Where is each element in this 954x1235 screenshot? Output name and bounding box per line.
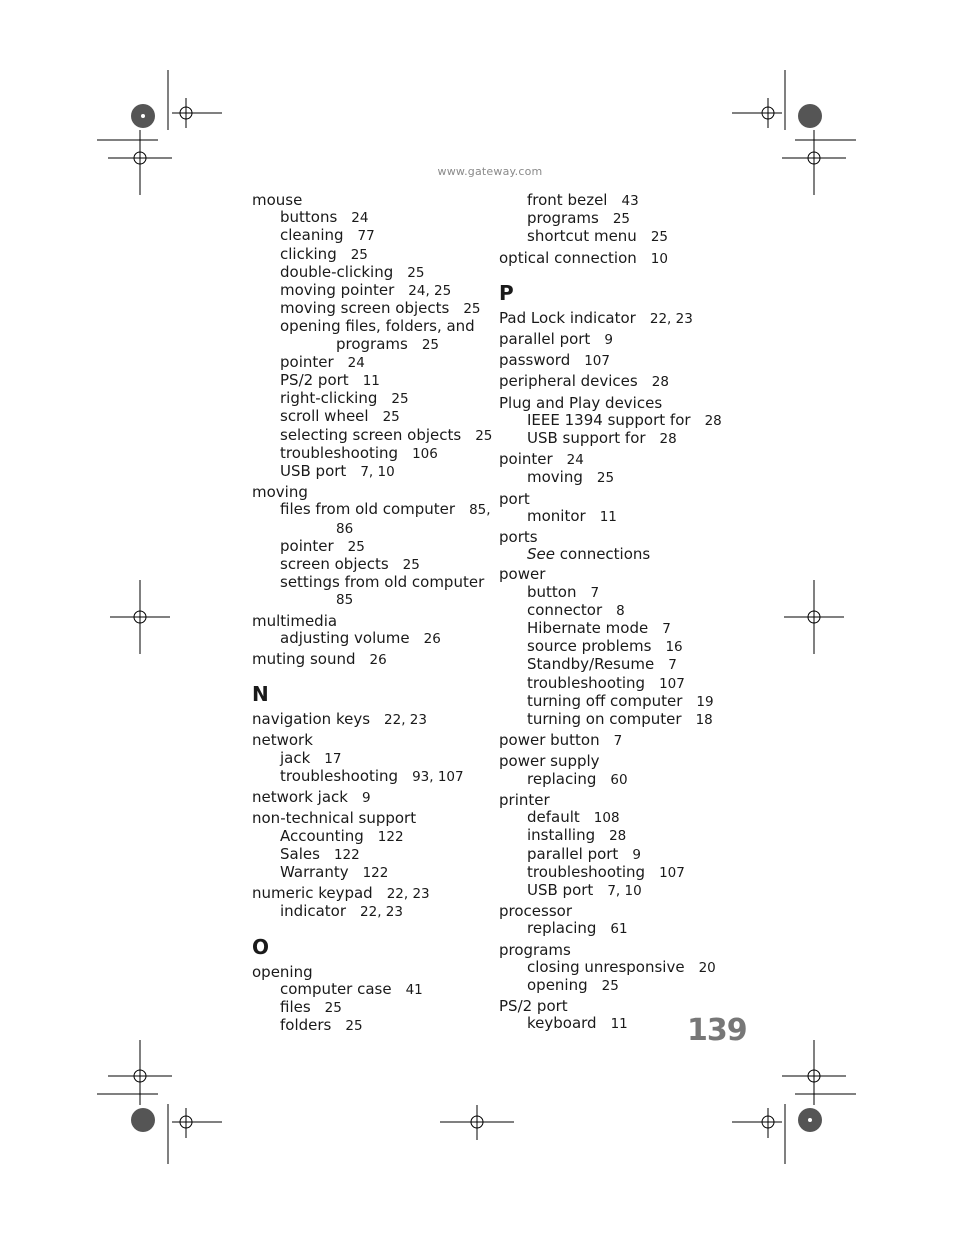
index-entry-power: power button 7 connector 8 Hibernate mode 7 source problems 16 Standby/Resume 7 troubleshooting 107 turning off computer 19 turning on computer 18 — [499, 566, 735, 729]
sub-entry: troubleshooting 93, 107 — [280, 766, 464, 785]
sub-entry-continued: programs 25 — [336, 334, 440, 353]
sub-entry: files 25 — [280, 997, 342, 1016]
sub-entry: moving 25 — [527, 468, 615, 487]
index-entry-opening-continued — [499, 192, 735, 247]
sub-entry: programs 25 — [527, 209, 631, 228]
index-entry-processor: processor replacing 61 — [499, 903, 735, 938]
sub-entry: front bezel 43 — [527, 191, 639, 209]
sub-entry: moving screen objects 25 — [280, 299, 481, 318]
index-entry-moving: moving files from old computer 85, 86 pointer 25 screen objects 25 settings from old computer 85 — [252, 483, 491, 609]
index-entry-network-jack: network jack 9 — [252, 788, 371, 807]
sub-entry: pointer 25 — [280, 536, 365, 555]
sub-entry: troubleshooting 107 — [527, 673, 685, 692]
index-entry-plug-and-play: Plug and Play devices IEEE 1394 support for 28 USB support for 28 — [499, 395, 735, 449]
index-entry-numeric-keypad: numeric keypad 22, 23 indicator 22, 23 — [252, 885, 488, 921]
sub-entry: turning off computer 19 — [527, 691, 714, 710]
sub-entry: buttons 24 — [280, 208, 369, 227]
sub-entry: installing 28 — [527, 826, 627, 845]
sub-entry: troubleshooting 106 — [280, 443, 438, 462]
index-entry-ps2-port: PS/2 port keyboard 11 — [499, 998, 735, 1033]
index-entry-non-technical-support: non-technical support Accounting 122 Sales 122 Warranty 122 — [252, 810, 488, 882]
index-entry-printer: printer default 108 installing 28 parallel port 9 troubleshooting 107 USB port 7, 10 — [499, 792, 735, 900]
sub-entry: Accounting 122 — [280, 826, 404, 845]
sub-entry: opening files, folders, and — [280, 317, 475, 336]
sub-entry: replacing 61 — [527, 919, 628, 938]
index-entry-power-button: power button 7 — [499, 731, 623, 750]
header-url: www.gateway.com — [437, 165, 543, 178]
index-entry-multimedia: multimedia adjusting volume 26 — [252, 613, 488, 648]
sub-entry: button 7 — [527, 582, 600, 601]
sub-entry-continued: 85 — [336, 592, 354, 609]
sub-entry: indicator 22, 23 — [280, 902, 403, 921]
sub-entry: monitor 11 — [527, 506, 617, 525]
sub-entry-continued: 86 — [336, 520, 354, 537]
sub-entry: USB port 7, 10 — [280, 462, 395, 481]
index-entry-network: network jack 17 troubleshooting 93, 107 — [252, 732, 488, 786]
sub-entry: Sales 122 — [280, 844, 360, 863]
index-entry-parallel-port: parallel port 9 — [499, 330, 613, 349]
sub-entry: Hibernate mode 7 — [527, 619, 671, 638]
sub-entry: PS/2 port 11 — [280, 371, 380, 390]
sub-entry: adjusting volume 26 — [280, 628, 441, 647]
index-entry-pad-lock: Pad Lock indicator 22, 23 — [499, 308, 693, 327]
section-letter-o: O — [252, 934, 270, 959]
sub-entry: connector 8 — [527, 600, 625, 619]
index-entry-opening: opening computer case 41 files 25 folders 25 — [252, 964, 488, 1036]
sub-entry: turning on computer 18 — [527, 710, 713, 729]
index-entry-mouse: mouse buttons 24 cleaning 77 clicking 25 double-clicking 25 moving pointer 24, 25 moving screen objects 25 opening files, folders, and programs 25 pointer 24 PS/2 port 11 right-clicking 25 scroll wheel 25 selecting screen objects 25 troubleshooting 106 USB port 7, 10 — [252, 191, 493, 481]
sub-entry: screen objects 25 — [280, 555, 420, 574]
index-entry-password: password 107 — [499, 351, 610, 370]
sub-entry: jack 17 — [280, 748, 342, 767]
sub-entry: opening 25 — [527, 975, 619, 994]
sub-entry: right-clicking 25 — [280, 389, 409, 408]
page-number: 139 — [687, 1013, 747, 1048]
sub-entry: double-clicking 25 — [280, 262, 425, 281]
index-entry-peripheral-devices: peripheral devices 28 — [499, 372, 669, 391]
section-letter-p: P — [499, 280, 514, 305]
sub-entry: Standby/Resume 7 — [527, 655, 677, 674]
sub-entry: folders 25 — [280, 1016, 363, 1035]
sub-entry: shortcut menu 25 — [527, 227, 668, 246]
sub-entry: scroll wheel 25 — [280, 407, 400, 426]
sub-entry: default 108 — [527, 808, 620, 827]
index-entry-programs: programs closing unresponsive 20 opening 25 — [499, 942, 735, 996]
sub-entry: computer case 41 — [280, 979, 423, 998]
sub-entry: Warranty 122 — [280, 862, 389, 881]
sub-entry: closing unresponsive 20 — [527, 957, 716, 976]
index-entry-port: port monitor 11 — [499, 491, 735, 526]
see-reference: See connections — [527, 545, 651, 564]
sub-entry: cleaning 77 — [280, 226, 375, 245]
section-letter-n: N — [252, 682, 269, 707]
sub-entry: files from old computer 85, — [280, 500, 491, 519]
index-entry-muting: muting sound 26 — [252, 650, 387, 669]
sub-entry: moving pointer 24, 25 — [280, 281, 452, 300]
sub-entry: replacing 60 — [527, 769, 628, 788]
sub-entry: USB support for 28 — [527, 429, 677, 448]
sub-entry: IEEE 1394 support for 28 — [527, 410, 722, 429]
sub-entry: USB port 7, 10 — [527, 880, 642, 899]
sub-entry: clicking 25 — [280, 244, 368, 263]
index-entry-pointer: pointer 24 moving 25 — [499, 451, 735, 487]
sub-entry: settings from old computer — [280, 573, 485, 592]
index-entry-power-supply: power supply replacing 60 — [499, 753, 735, 788]
index-column-right — [499, 192, 735, 1034]
sub-entry: keyboard 11 — [527, 1014, 628, 1033]
index-entry-navigation-keys: navigation keys 22, 23 — [252, 710, 427, 729]
sub-entry: selecting screen objects 25 — [280, 425, 493, 444]
sub-entry: pointer 24 — [280, 352, 365, 371]
index-entry-optical-connection: optical connection 10 — [499, 248, 668, 267]
index-entry-ports: ports See connections — [499, 529, 735, 563]
index-column-left — [252, 191, 493, 1035]
sub-entry: troubleshooting 107 — [527, 862, 685, 881]
sub-entry: parallel port 9 — [527, 844, 641, 863]
sub-entry: source problems 16 — [527, 637, 683, 656]
